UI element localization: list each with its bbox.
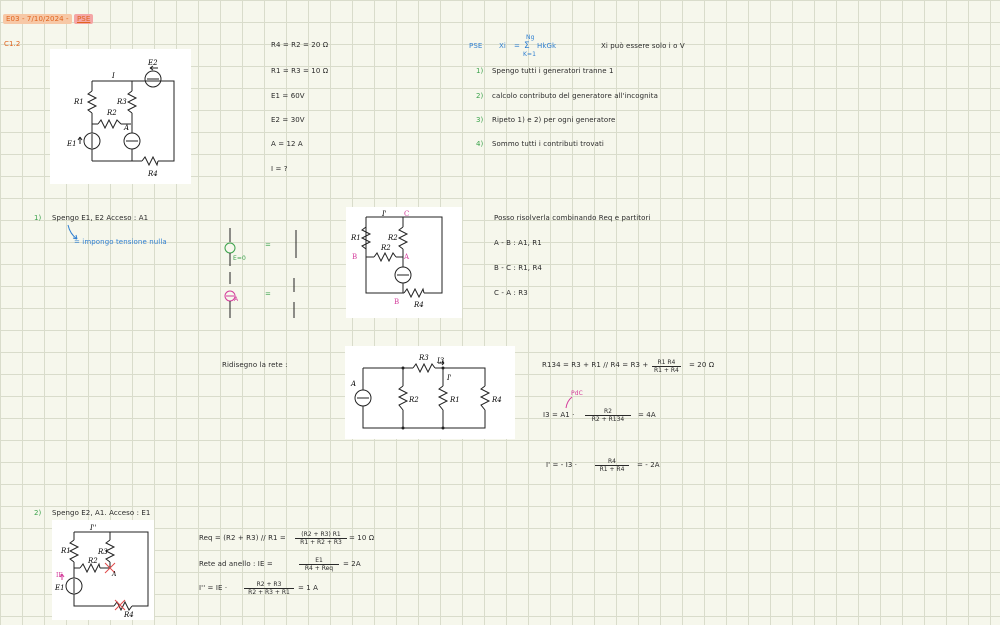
pse-step-4-num: 4) bbox=[476, 140, 484, 148]
svg-text:R1: R1 bbox=[61, 547, 71, 555]
req-fraction: $\frac{(R2 + R3) R1}{R1 + R2 + R3}$ bbox=[295, 531, 347, 546]
node-ca: C - A : R3 bbox=[494, 289, 528, 297]
section-label: C1.2 bbox=[4, 40, 21, 48]
svg-text:R2: R2 bbox=[88, 557, 98, 565]
value-i: I = ? bbox=[271, 165, 288, 173]
circuit-step1 bbox=[346, 207, 462, 318]
label-e1: E1 bbox=[67, 140, 77, 148]
req-label: Req = (R2 + R3) // R1 = bbox=[199, 534, 286, 542]
svg-text:R1: R1 bbox=[450, 396, 460, 404]
ipp-label: I'' = IE · bbox=[199, 584, 228, 592]
value-e2: E2 = 30V bbox=[271, 116, 305, 124]
pse-sum-bottom: K=1 bbox=[523, 51, 537, 58]
svg-text:IE: IE bbox=[56, 572, 63, 579]
label-r3: R3 bbox=[117, 98, 127, 106]
pse-formula-x: Xi bbox=[499, 42, 506, 50]
req-value: = 10 Ω bbox=[349, 534, 375, 542]
pse-sum-symbol: Σ bbox=[524, 41, 530, 51]
r134-fraction: $\frac{R1 R4}{R1 + R4}$ bbox=[654, 359, 679, 375]
svg-text:A: A bbox=[112, 571, 117, 578]
iprime-value: = - 2A bbox=[637, 461, 660, 469]
pse-note: Xi può essere solo i o V bbox=[601, 42, 685, 50]
generator-off-sketches bbox=[222, 226, 304, 320]
r134-value: = 20 Ω bbox=[689, 361, 715, 369]
pse-step-3-num: 3) bbox=[476, 116, 484, 124]
e-zero-label: E=0 bbox=[233, 255, 246, 262]
circuit-step2 bbox=[52, 520, 154, 620]
note-title bbox=[3, 16, 93, 23]
ie-value: = 2A bbox=[343, 560, 361, 568]
iprime-fraction: $\frac{R4}{R1 + R4}$ bbox=[595, 458, 629, 473]
svg-text:A: A bbox=[351, 380, 357, 388]
pse-step-2-num: 2) bbox=[476, 92, 484, 100]
ipp-value: = 1 A bbox=[298, 584, 319, 592]
step2-num: 2) bbox=[34, 509, 42, 517]
pse-label: PSE bbox=[469, 42, 483, 50]
label-r2: R2 bbox=[107, 109, 117, 117]
svg-text:R3: R3 bbox=[419, 354, 429, 362]
label-r1: R1 bbox=[74, 98, 84, 106]
i3-value: = 4A bbox=[638, 411, 656, 419]
svg-text:A: A bbox=[404, 253, 410, 261]
pse-formula-term: HkGk bbox=[537, 42, 557, 50]
iprime-label: I' = - I3 · bbox=[546, 461, 578, 469]
svg-text:E1: E1 bbox=[55, 584, 65, 592]
pdc-label: PdC bbox=[571, 390, 583, 397]
svg-text:R1: R1 bbox=[351, 234, 361, 242]
i3-fraction: $\frac{R2}{R2 + R134}$ bbox=[585, 408, 631, 423]
svg-text:I3: I3 bbox=[437, 357, 445, 365]
pse-step-3: Ripeto 1) e 2) per ogni generatore bbox=[492, 116, 616, 124]
value-r4: R4 = R2 = 20 Ω bbox=[271, 41, 329, 49]
svg-text:C: C bbox=[404, 210, 410, 218]
note-title-pse: PSE bbox=[74, 14, 93, 24]
step2-title: Spengo E2, A1. Acceso : E1 bbox=[52, 509, 151, 517]
svg-text:R4: R4 bbox=[414, 301, 424, 309]
svg-text:R4: R4 bbox=[124, 611, 134, 619]
ie-fraction: E1 R4 + Req bbox=[299, 557, 339, 572]
label-r4: R4 bbox=[148, 170, 158, 178]
rete-label: Rete ad anello : IE = bbox=[199, 560, 273, 568]
a-label: A bbox=[234, 296, 239, 303]
step1-title: Spengo E1, E2 Acceso : A1 bbox=[52, 214, 149, 222]
svg-text:I': I' bbox=[447, 374, 452, 382]
value-e1: E1 = 60V bbox=[271, 92, 305, 100]
r134-label: R134 = R3 + R1 // R4 = R3 + bbox=[542, 361, 649, 369]
svg-text:R2: R2 bbox=[388, 234, 398, 242]
svg-text:B: B bbox=[352, 253, 358, 261]
svg-text:I': I' bbox=[382, 210, 387, 218]
label-i: I bbox=[112, 72, 115, 80]
svg-text:R3: R3 bbox=[98, 548, 108, 556]
pse-sum-top: Ng bbox=[526, 34, 535, 41]
pse-step-4: Sommo tutti i contributi trovati bbox=[492, 140, 604, 148]
solve-text: Posso risolverla combinando Req e partitori bbox=[494, 214, 651, 222]
svg-text:I'': I'' bbox=[90, 524, 97, 532]
equals-1: = bbox=[265, 241, 271, 249]
step1-note: = impongo tensione nulla bbox=[74, 238, 167, 246]
pse-step-2: calcolo contributo del generatore all'incognita bbox=[492, 92, 658, 100]
pdc-arrow bbox=[563, 396, 575, 410]
node-ab: A - B : A1, R1 bbox=[494, 239, 542, 247]
step1-num: 1) bbox=[34, 214, 42, 222]
circuit-redrawn bbox=[345, 346, 515, 439]
value-r1: R1 = R3 = 10 Ω bbox=[271, 67, 329, 75]
svg-text:R2: R2 bbox=[381, 244, 391, 252]
svg-text:R2: R2 bbox=[409, 396, 419, 404]
pse-formula-eq: = bbox=[514, 42, 520, 50]
label-a: A bbox=[124, 124, 130, 132]
note-title-date: E03 - 7/10/2024 - bbox=[3, 14, 72, 24]
pse-step-1: Spengo tutti i generatori tranne 1 bbox=[492, 67, 614, 75]
redraw-label: Ridisegno la rete : bbox=[222, 361, 288, 369]
svg-text:B: B bbox=[394, 298, 400, 306]
node-bc: B - C : R1, R4 bbox=[494, 264, 542, 272]
value-a: A = 12 A bbox=[271, 140, 303, 148]
pse-step-1-num: 1) bbox=[476, 67, 484, 75]
equals-2: = bbox=[265, 290, 271, 298]
svg-text:R4: R4 bbox=[492, 396, 502, 404]
circuit-original bbox=[50, 49, 191, 184]
label-e2: E2 bbox=[148, 59, 158, 67]
ipp-fraction: $\frac{R2 + R3}{R2 + R3 + R1}$ bbox=[244, 581, 294, 596]
i3-label: I3 = A1 · bbox=[543, 411, 575, 419]
